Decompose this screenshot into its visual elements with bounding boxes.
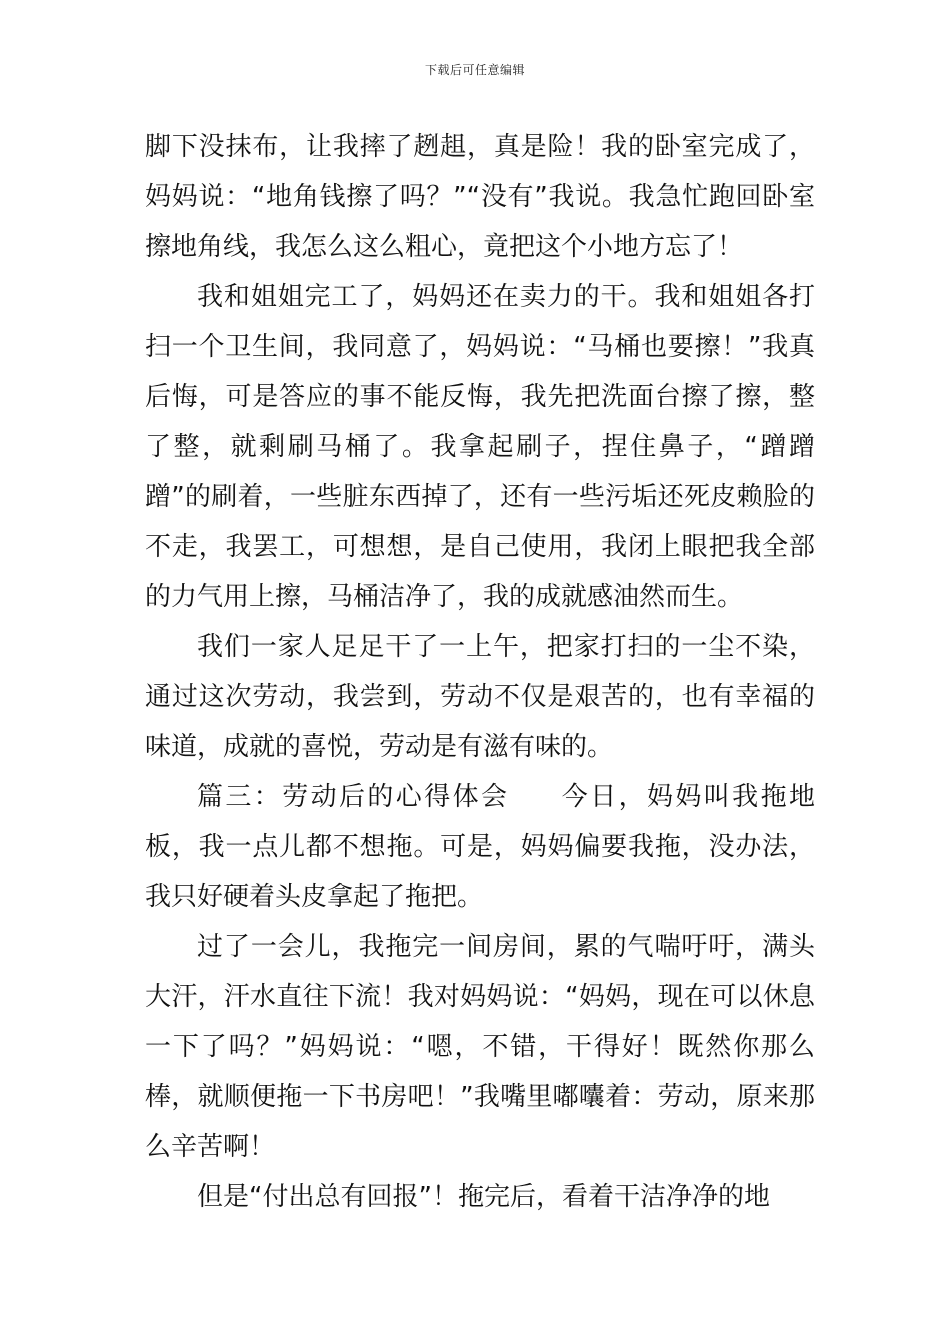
paragraph: 我们一家人足足干了一上午，把家打扫的一尘不染，通过这次劳动，我尝到，劳动不仅是艰苦的，也有幸福的味道，成就的喜悦，劳动是有滋有味的。 <box>145 632 815 762</box>
paragraph-section-three <box>145 772 815 922</box>
paragraph: 我和姐姐完工了，妈妈还在卖力的干。我和姐姐各打扫一个卫生间，我同意了，妈妈说：“马桶也要擦！”我真后悔，可是答应的事不能反悔，我先把洗面台擦了擦，整了整，就剩刷马桶了。我拿起刷子，捏住鼻子，“蹭蹭蹭”的刷着，一些脏东西掉了，还有一些污垢还死皮赖脸的不走，我罢工，可想想，是自己使用，我闭上眼把我全部的力气用上擦，马桶洁净了，我的成就感油然而生。 <box>145 282 815 612</box>
document-body <box>145 122 815 1222</box>
paragraph-continued: 脚下没抹布，让我摔了趔趄，真是险！我的卧室完成了，妈妈说：“地角钱擦了吗？”“没有”我说。我急忙跑回卧室擦地角线，我怎么这么粗心，竟把这个小地方忘了！ <box>145 132 815 262</box>
section-title: 篇三：劳动后的心得体会 <box>197 782 510 812</box>
paragraph: 过了一会儿，我拖完一间房间，累的气喘吁吁，满头大汗，汗水直往下流！我对妈妈说：“妈妈，现在可以休息一下了吗？”妈妈说：“嗯，不错，干得好！既然你那么棒，就顺便拖一下书房吧！”我嘴里嘟囔着：劳动，原来那么辛苦啊！ <box>145 932 815 1162</box>
section-text: 今日，妈妈叫我拖地板，我一点儿都不想拖。可是，妈妈偏要我拖，没办法，我只好硬着头皮拿起了拖把。 <box>145 782 815 912</box>
paragraph-cut-off: 但是“付出总有回报”！拖完后，看着干洁净净的地 <box>197 1182 770 1212</box>
page-header: 下载后可任意编辑 <box>424 63 525 77</box>
